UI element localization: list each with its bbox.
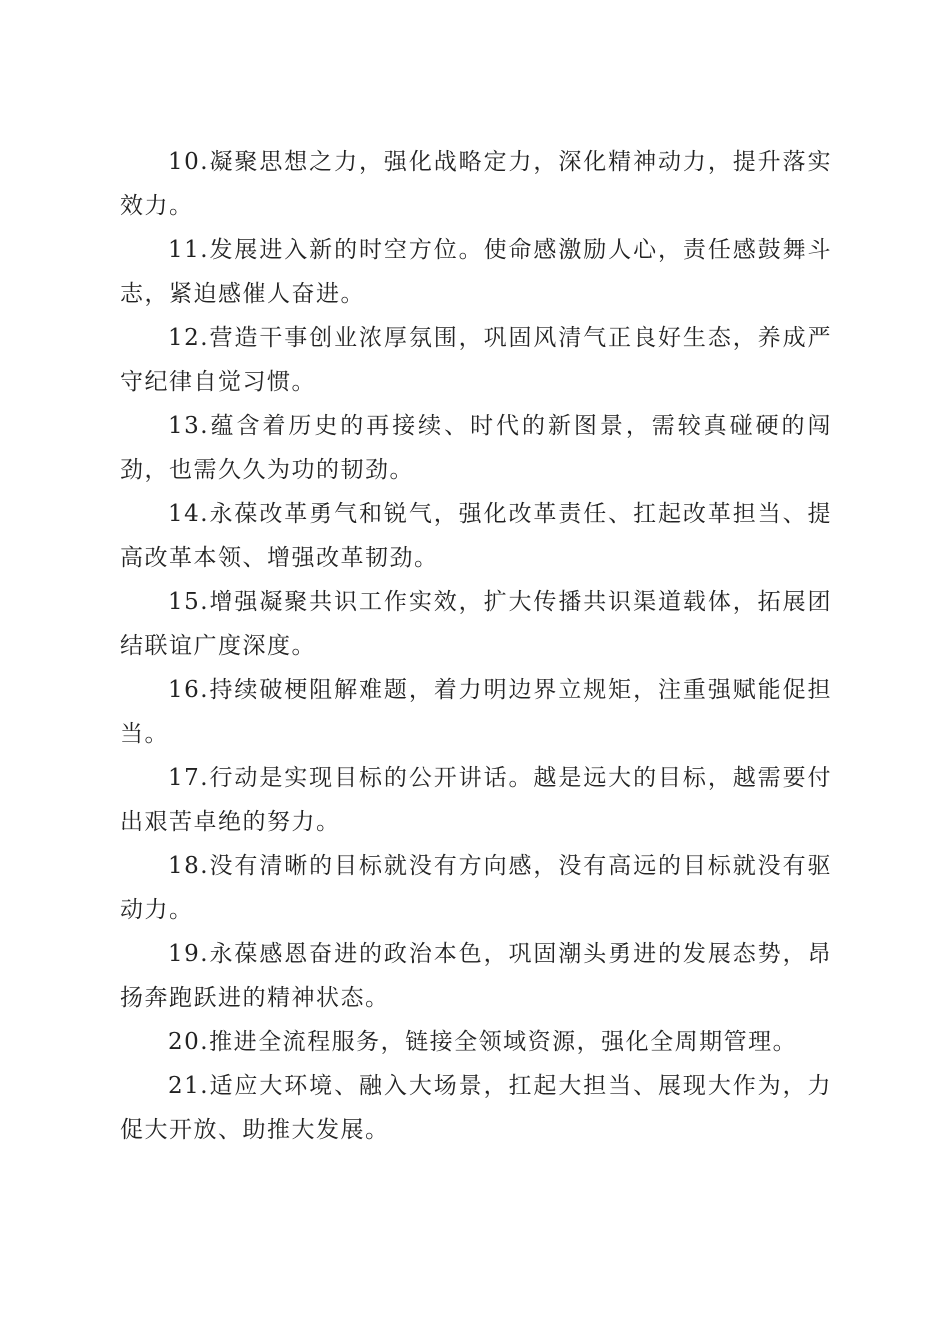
paragraph-10: 10.凝聚思想之力，强化战略定力，深化精神动力，提升落实效力。	[120, 149, 832, 219]
paragraph-12: 12.营造干事创业浓厚氛围，巩固风清气正良好生态，养成严守纪律自觉习惯。	[120, 325, 832, 395]
paragraph-21: 21.适应大环境、融入大场景，扛起大担当、展现大作为，力促大开放、助推大发展。	[120, 1073, 832, 1143]
paragraph-17: 17.行动是实现目标的公开讲话。越是远大的目标，越需要付出艰苦卓绝的努力。	[120, 765, 832, 835]
paragraph-20: 20.推进全流程服务，链接全领域资源，强化全周期管理。	[168, 1029, 798, 1055]
paragraph-14: 14.永葆改革勇气和锐气，强化改革责任、扛起改革担当、提高改革本领、增强改革韧劲。	[120, 501, 832, 571]
paragraph-19: 19.永葆感恩奋进的政治本色，巩固潮头勇进的发展态势，昂扬奔跑跃进的精神状态。	[120, 941, 832, 1011]
paragraph-18: 18.没有清晰的目标就没有方向感，没有高远的目标就没有驱动力。	[120, 853, 832, 923]
paragraph-15: 15.增强凝聚共识工作实效，扩大传播共识渠道载体，拓展团结联谊广度深度。	[120, 589, 832, 659]
document-body	[120, 140, 832, 1152]
paragraph-11: 11.发展进入新的时空方位。使命感激励人心，责任感鼓舞斗志，紧迫感催人奋进。	[120, 237, 832, 307]
paragraph-16: 16.持续破梗阻解难题，着力明边界立规矩，注重强赋能促担当。	[120, 677, 832, 747]
paragraph-13: 13.蕴含着历史的再接续、时代的新图景，需较真碰硬的闯劲，也需久久为功的韧劲。	[120, 413, 832, 483]
